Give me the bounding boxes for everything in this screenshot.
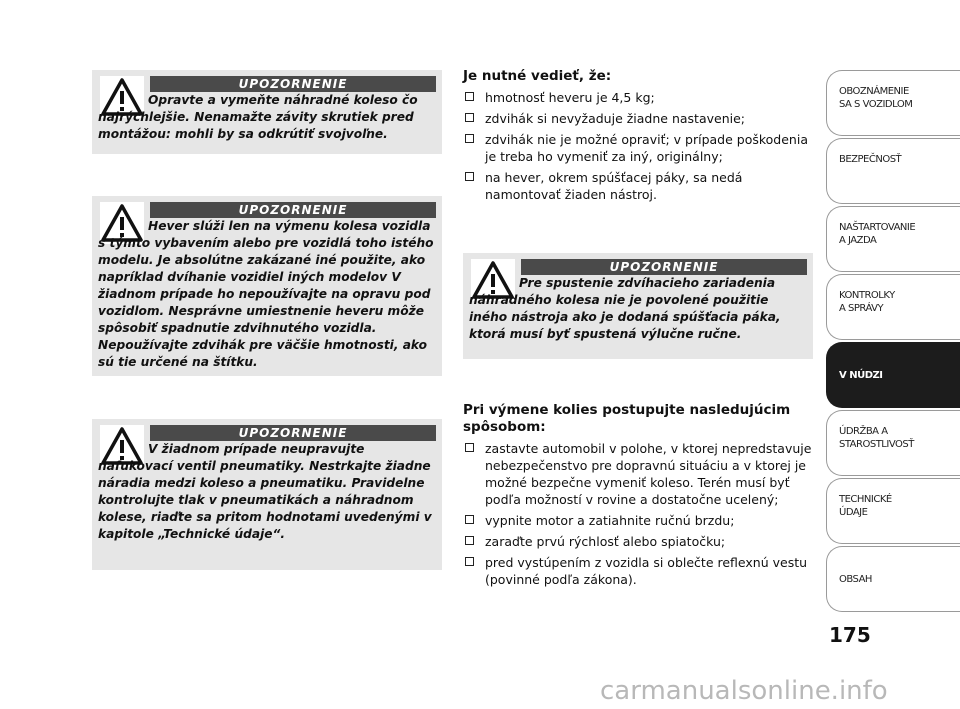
tab-v-nudzi[interactable]: V NÚDZI — [826, 342, 960, 408]
section-need-to-know — [463, 68, 815, 207]
list-item: na hever, okrem spúšťacej páky, sa nedá namontovať žiaden nástroj. — [463, 169, 815, 203]
section-wheel-change-steps — [463, 402, 815, 592]
warning-box-tyre-valve — [92, 419, 442, 570]
warning-text: V žiadnom prípade neupravujte nafukovací ventil pneumatiky. Nestrkajte žiadne náradia medzi koleso a pneumatiku. Pravidelne kontrolujte tlak v pneumatikách a náhradnom kolese, riaďte sa pritom hodnotami uvedenými v kapitole „Technické údaje“. — [98, 442, 432, 541]
section-title: Pri výmene kolies postupujte nasledujúcim spôsobom: — [463, 402, 791, 435]
list-item: zaraďte prvú rýchlosť alebo spiatočku; — [463, 533, 815, 550]
list-item: pred vystúpením z vozidla si oblečte reflexnú vestu (povinné podľa zákona). — [463, 554, 815, 588]
warning-box-jack-usage — [92, 196, 442, 376]
checkbox-bullet-icon — [465, 557, 474, 566]
warning-header: UPOZORNENIE — [150, 76, 436, 92]
checkbox-bullet-icon — [465, 113, 474, 122]
list-item: zdvihák si nevyžaduje žiadne nastavenie; — [463, 110, 815, 127]
warning-text: Hever slúži len na výmenu kolesa vozidla s týmto vybavením alebo pre vozidlá toho istého modelu. Je absolútne zakázané iné použite, ako napríklad dvíhanie vozidiel iných modelov V žiadnom prípade ho nepoužívajte na opravu pod vozidlom. Nesprávne umiestnenie heveru môže spôsobiť spadnutie zdvihnutého vozidla. Nepoužívajte zdvihák pre väčšie hmotnosti, ako sú tie určené na štítku. — [98, 219, 434, 369]
warning-text: Pre spustenie zdvíhacieho zariadenia náhradného kolesa nie je povolené použitie iného nástroja ako je dodaná spúšťacia páka, ktorá musí byť spustená výlučne ručne. — [469, 276, 781, 341]
warning-box-spare-wheel — [92, 70, 442, 154]
tab-technicke[interactable]: TECHNICKÉ ÚDAJE — [826, 478, 960, 544]
checkbox-bullet-icon — [465, 172, 474, 181]
list-item: zdvihák nie je možné opraviť; v prípade poškodenia je treba ho vymeniť za iný, originálny; — [463, 131, 815, 165]
list-item: vypnite motor a zatiahnite ručnú brzdu; — [463, 512, 815, 529]
warning-box-spare-lift — [463, 253, 813, 359]
tab-obsah[interactable]: OBSAH — [826, 546, 960, 612]
checkbox-bullet-icon — [465, 515, 474, 524]
warning-header: UPOZORNENIE — [150, 425, 436, 441]
list-item: hmotnosť heveru je 4,5 kg; — [463, 89, 815, 106]
list-item: zastavte automobil v polohe, v ktorej nepredstavuje nebezpečenstvo pre dopravnú situáciu a v ktorej je možné bezpečne vymeniť koleso. Terén musí byť podľa možností v rovine a dostatočne ucelený; — [463, 440, 815, 508]
checkbox-bullet-icon — [465, 536, 474, 545]
checkbox-bullet-icon — [465, 92, 474, 101]
warning-header: UPOZORNENIE — [521, 259, 807, 275]
tab-nastartovanie[interactable]: NAŠTARTOVANIE A JAZDA — [826, 206, 960, 272]
warning-header: UPOZORNENIE — [150, 202, 436, 218]
section-title: Je nutné vedieť, že: — [463, 68, 612, 84]
checkbox-bullet-icon — [465, 443, 474, 452]
tab-kontrolky[interactable]: KONTROLKY A SPRÁVY — [826, 274, 960, 340]
tab-udrzba[interactable]: ÚDRŽBA A STAROSTLIVOSŤ — [826, 410, 960, 476]
tab-oboznamenie[interactable]: OBOZNÁMENIE SA S VOZIDLOM — [826, 70, 960, 136]
footer-watermark: carmanualsonline.info — [600, 676, 888, 706]
warning-text: Opravte a vymeňte náhradné koleso čo najrýchlejšie. Nenamažte závity skrutiek pred montážou: mohli by sa odkrútiť svojvoľne. — [98, 93, 418, 141]
checkbox-bullet-icon — [465, 134, 474, 143]
tab-bezpecnost[interactable]: BEZPEČNOSŤ — [826, 138, 960, 204]
page-number: 175 — [829, 623, 871, 647]
